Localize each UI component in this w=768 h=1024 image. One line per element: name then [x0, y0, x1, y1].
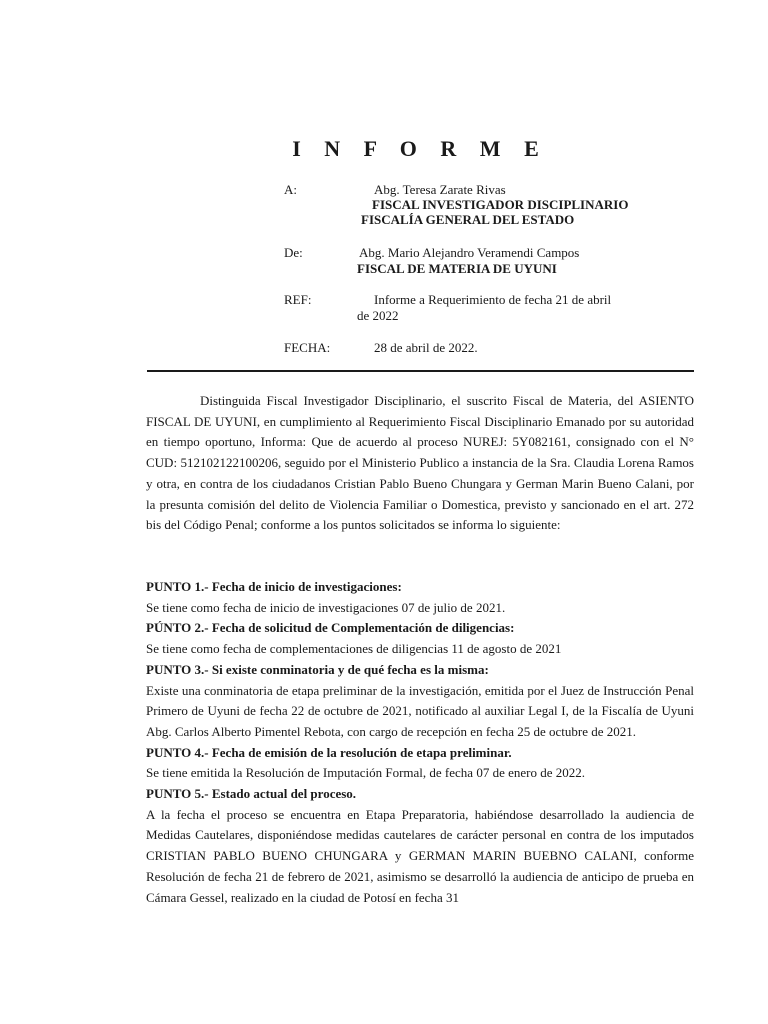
ref-line-1: Informe a Requerimiento de fecha 21 de abril [374, 292, 612, 307]
point-3-text: Existe una conminatoria de etapa preliminar de la investigación, emitida por el Juez de Instrucción Penal Primero de Uyuni de fecha 22 de octubre de 2021, notificado al auxiliar Legal I, de la Fiscalía de Uyuni Abg. Carlos Alberto Pimentel Rebota, con cargo de recepción en fecha 25 de octubre de 2021. [146, 682, 694, 739]
to-title-1: FISCAL INVESTIGADOR DISCIPLINARIO [372, 197, 629, 212]
point-2-text: Se tiene como fecha de complementaciones de diligencias 11 de agosto de 2021 [146, 641, 562, 657]
to-name: Abg. Teresa Zarate Rivas [374, 182, 506, 197]
intro-paragraph: Distinguida Fiscal Investigador Disciplinario, el suscrito Fiscal de Materia, del ASIENTO FISCAL DE UYUNI, en cumplimiento al Requerimiento Fiscal Disciplinario Emanado por su autoridad en tiempo oportuno, Informa: Que de acuerdo al proceso NUREJ: 5Y082161, consignado con el N° CUD: 512102122100206, seguido por el Ministerio Publico a instancia de la Sra. Claudia Lorena Ramos y otra, en contra de los ciudadanos Cristian Pablo Bueno Chungara y German Marin Bueno Calani, por la presunta comisión del delito de Violencia Familiar o Domestica, previsto y sancionado en el art. 272 bis del Código Penal; conforme a los puntos solicitados se informa lo siguiente: [146, 393, 694, 533]
ref-line-2: de 2022 [357, 308, 399, 323]
ref-label: REF: [284, 292, 312, 307]
point-2-heading: PÚNTO 2.- Fecha de solicitud de Complementación de diligencias: [146, 620, 515, 636]
point-1-text: Se tiene como fecha de inicio de investigaciones 07 de julio de 2021. [146, 599, 506, 615]
from-label: De: [284, 245, 303, 260]
points-section [146, 577, 694, 908]
point-5-text: A la fecha el proceso se encuentra en Etapa Preparatoria, habiéndose desarrollado la audiencia de Medidas Cautelares, disponiéndose medidas cautelares de carácter personal en contra de los imputados CRISTIAN PABLO BUENO CHUNGARA y GERMAN MARIN BUEBNO CALANI, conforme Resolución de fecha 21 de febrero de 2021, asimismo se desarrolló la audiencia de anticipo de prueba en Cámara Gessel, realizado en la ciudad de Potosí en fecha 31 [146, 806, 694, 905]
from-name: Abg. Mario Alejandro Veramendi Campos [359, 245, 580, 260]
to-label: A: [284, 182, 297, 197]
point-3-heading: PUNTO 3.- Si existe conminatoria y de qué fecha es la misma: [146, 661, 489, 677]
from-title: FISCAL DE MATERIA DE UYUNI [357, 261, 557, 276]
header-divider [147, 370, 694, 372]
date-label: FECHA: [284, 340, 331, 355]
point-4-heading: PUNTO 4.- Fecha de emisión de la resolución de etapa preliminar. [146, 744, 512, 760]
point-1-heading: PUNTO 1.- Fecha de inicio de investigaciones: [146, 579, 402, 594]
point-4-text: Se tiene emitida la Resolución de Imputación Formal, de fecha 07 de enero de 2022. [146, 765, 585, 781]
to-title-2: FISCALÍA GENERAL DEL ESTADO [361, 212, 575, 227]
document-title: I N F O R M E [292, 136, 548, 161]
date-value: 28 de abril de 2022. [374, 340, 478, 355]
point-5-heading: PUNTO 5.- Estado actual del proceso. [146, 786, 357, 802]
